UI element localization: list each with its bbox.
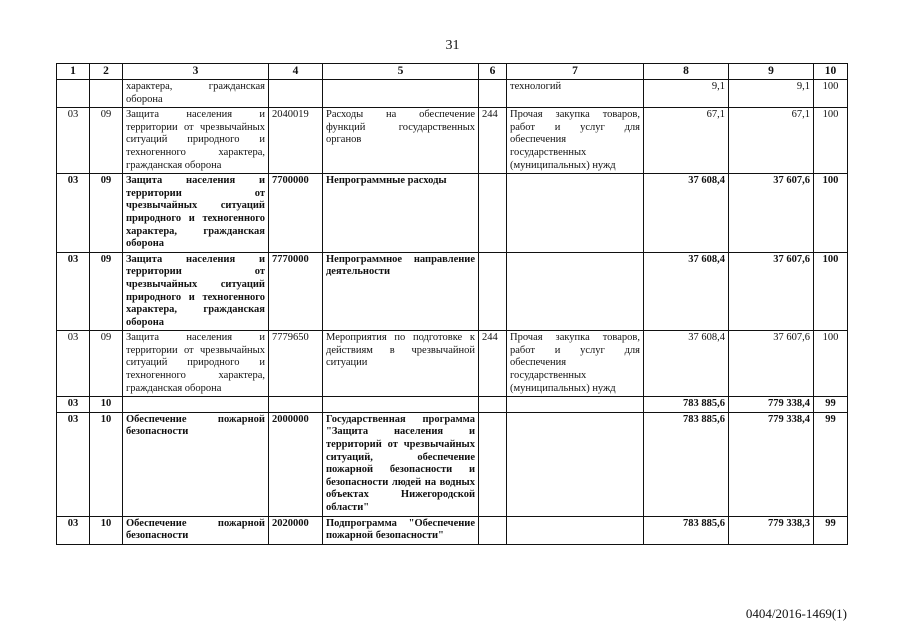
cell-percent: 100 — [814, 80, 848, 108]
cell-section: 03 — [57, 397, 90, 413]
cell-section-name: Защита населения и территории от чрезвычайных ситуаций природного и техногенного характера, гражданская оборона — [123, 331, 269, 397]
cell-percent: 99 — [814, 412, 848, 516]
cell-expense-type-name: Прочая закупка товаров, работ и услуг для обеспечения государственных (муниципальных) нужд — [507, 108, 644, 174]
cell-target-name: Непрограммные расходы — [323, 174, 479, 253]
header-row — [57, 64, 848, 80]
cell-section: 03 — [57, 516, 90, 544]
cell-planned: 37 608,4 — [644, 252, 729, 331]
cell-expense-type-name — [507, 412, 644, 516]
cell-expense-type-code — [479, 80, 507, 108]
cell-section: 03 — [57, 108, 90, 174]
cell-expense-type-code — [479, 412, 507, 516]
cell-expense-type-code — [479, 252, 507, 331]
cell-planned: 9,1 — [644, 80, 729, 108]
table-row — [57, 516, 848, 544]
cell-planned: 783 885,6 — [644, 516, 729, 544]
cell-section-name: Защита населения и территории от чрезвычайных ситуаций природного и техногенного характера, гражданская оборона — [123, 252, 269, 331]
cell-subsection: 09 — [90, 174, 123, 253]
cell-expense-type-code — [479, 397, 507, 413]
cell-expense-type-code — [479, 174, 507, 253]
table-row — [57, 331, 848, 397]
column-header-6: 6 — [479, 64, 507, 80]
cell-target-code: 2020000 — [269, 516, 323, 544]
table-row — [57, 397, 848, 413]
page-number: 31 — [445, 38, 460, 53]
cell-subsection: 09 — [90, 252, 123, 331]
cell-executed: 9,1 — [729, 80, 814, 108]
cell-percent: 100 — [814, 174, 848, 253]
cell-expense-type-name: технологий — [507, 80, 644, 108]
cell-planned: 37 608,4 — [644, 331, 729, 397]
cell-executed: 37 607,6 — [729, 174, 814, 253]
cell-subsection: 10 — [90, 397, 123, 413]
cell-target-name: Непрограммное направление деятельности — [323, 252, 479, 331]
cell-subsection: 09 — [90, 331, 123, 397]
cell-executed: 37 607,6 — [729, 331, 814, 397]
cell-planned: 783 885,6 — [644, 412, 729, 516]
cell-percent: 100 — [814, 108, 848, 174]
cell-percent: 99 — [814, 397, 848, 413]
cell-target-code: 2040019 — [269, 108, 323, 174]
cell-target-name: Государственная программа "Защита населения и территорий от чрезвычайных ситуаций, обеспечение пожарной безопасности и безопасности людей на водных объектах Нижегородской области" — [323, 412, 479, 516]
cell-subsection: 10 — [90, 412, 123, 516]
cell-planned: 67,1 — [644, 108, 729, 174]
cell-section — [57, 80, 90, 108]
cell-target-name — [323, 397, 479, 413]
cell-target-code — [269, 80, 323, 108]
cell-expense-type-code: 244 — [479, 331, 507, 397]
document-code: 0404/2016-1469(1) — [745, 606, 847, 621]
cell-section-name: Обеспечение пожарной безопасности — [123, 516, 269, 544]
cell-target-code: 7770000 — [269, 252, 323, 331]
cell-expense-type-name — [507, 397, 644, 413]
table-row — [57, 412, 848, 516]
cell-executed: 779 338,3 — [729, 516, 814, 544]
cell-target-code: 7700000 — [269, 174, 323, 253]
cell-executed: 37 607,6 — [729, 252, 814, 331]
cell-planned: 37 608,4 — [644, 174, 729, 253]
cell-section-name: Защита населения и территории от чрезвычайных ситуаций природного и техногенного характера, гражданская оборона — [123, 108, 269, 174]
column-header-10: 10 — [814, 64, 848, 80]
cell-percent: 100 — [814, 252, 848, 331]
column-header-4: 4 — [269, 64, 323, 80]
cell-executed: 67,1 — [729, 108, 814, 174]
column-header-5: 5 — [323, 64, 479, 80]
cell-target-code — [269, 397, 323, 413]
column-header-1: 1 — [57, 64, 90, 80]
cell-section: 03 — [57, 331, 90, 397]
table-row — [57, 252, 848, 331]
cell-expense-type-name: Прочая закупка товаров, работ и услуг для обеспечения государственных (муниципальных) нужд — [507, 331, 644, 397]
table-row — [57, 108, 848, 174]
column-header-3: 3 — [123, 64, 269, 80]
cell-executed: 779 338,4 — [729, 412, 814, 516]
cell-planned: 783 885,6 — [644, 397, 729, 413]
cell-target-name: Расходы на обеспечение функций государственных органов — [323, 108, 479, 174]
column-header-8: 8 — [644, 64, 729, 80]
column-header-2: 2 — [90, 64, 123, 80]
cell-expense-type-code: 244 — [479, 108, 507, 174]
cell-section: 03 — [57, 412, 90, 516]
cell-target-name — [323, 80, 479, 108]
column-header-9: 9 — [729, 64, 814, 80]
cell-percent: 99 — [814, 516, 848, 544]
cell-section: 03 — [57, 252, 90, 331]
cell-section-name: Защита населения и территории от чрезвычайных ситуаций природного и техногенного характера, гражданская оборона — [123, 174, 269, 253]
cell-subsection: 09 — [90, 108, 123, 174]
cell-target-code: 7779650 — [269, 331, 323, 397]
cell-section-name — [123, 397, 269, 413]
cell-executed: 779 338,4 — [729, 397, 814, 413]
table-row — [57, 80, 848, 108]
cell-subsection: 10 — [90, 516, 123, 544]
budget-table — [56, 63, 848, 545]
cell-section: 03 — [57, 174, 90, 253]
cell-target-name: Подпрограмма "Обеспечение пожарной безопасности" — [323, 516, 479, 544]
table-row — [57, 174, 848, 253]
cell-target-name: Мероприятия по подготовке к действиям в чрезвычайной ситуации — [323, 331, 479, 397]
cell-expense-type-name — [507, 174, 644, 253]
cell-expense-type-name — [507, 516, 644, 544]
cell-section-name: характера, гражданская оборона — [123, 80, 269, 108]
cell-expense-type-name — [507, 252, 644, 331]
cell-subsection — [90, 80, 123, 108]
cell-expense-type-code — [479, 516, 507, 544]
cell-section-name: Обеспечение пожарной безопасности — [123, 412, 269, 516]
cell-target-code: 2000000 — [269, 412, 323, 516]
column-header-7: 7 — [507, 64, 644, 80]
cell-percent: 100 — [814, 331, 848, 397]
